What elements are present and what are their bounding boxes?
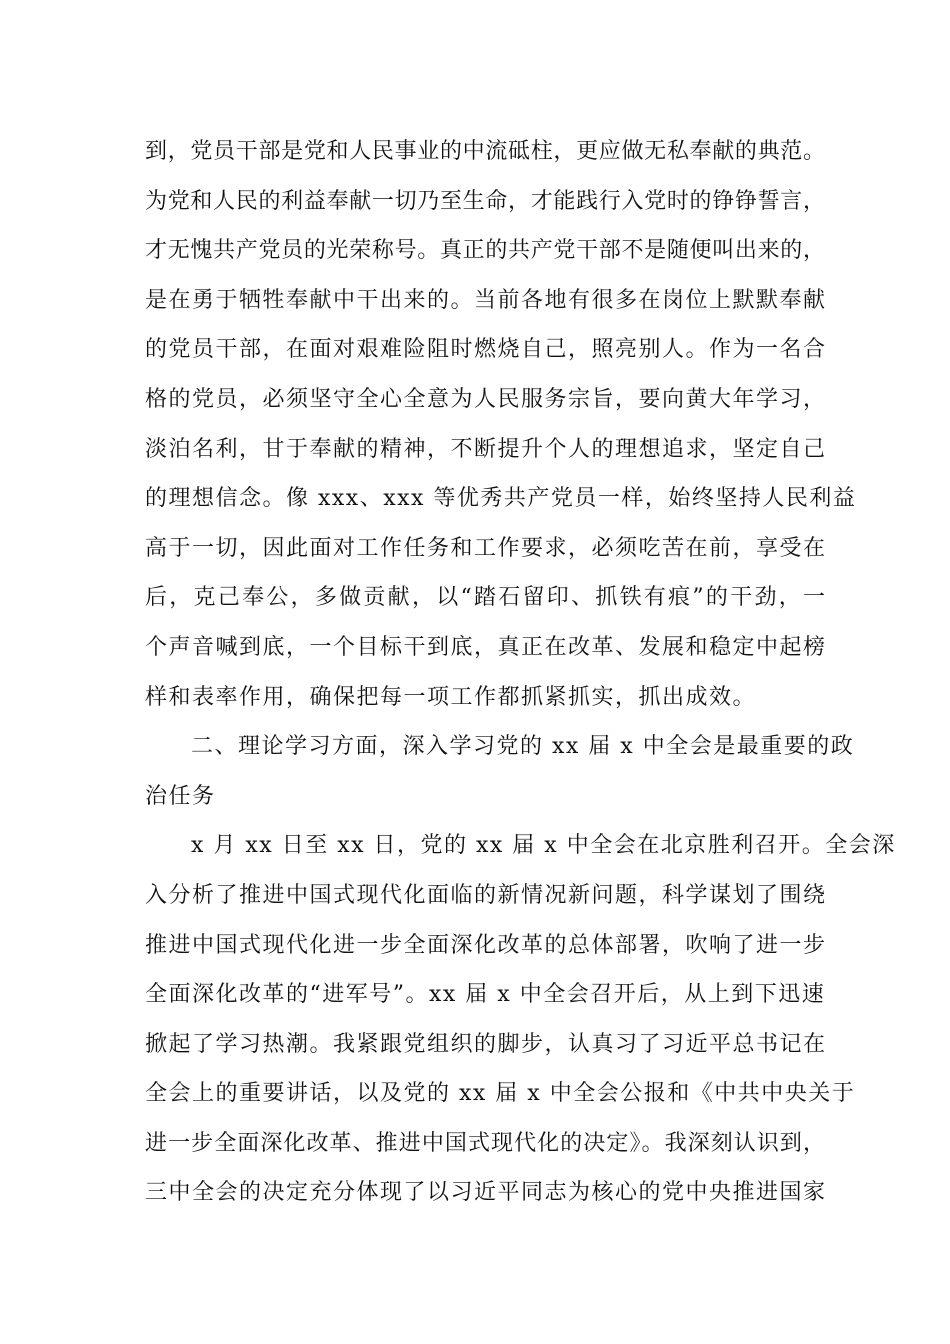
paragraph-line: 推进中国式现代化进一步全面深化改革的总体部署，吹响了进一步 — [145, 932, 825, 958]
paragraph-line: 为党和人民的利益奉献一切乃至生命，才能践行入党时的铮铮誓言， — [145, 188, 825, 214]
paragraph-line: 的理想信念。像 xxx、xxx 等优秀共产党员一样，始终坚持人民利益 — [145, 486, 857, 512]
paragraph-line: 样和表率作用，确保把每一项工作都抓紧抓实，抓出成效。 — [145, 684, 757, 710]
paragraph-line: 进一步全面深化改革、推进中国式现代化的决定》。我深刻认识到， — [145, 1130, 825, 1156]
paragraph-line: 的党员干部，在面对艰难险阻时燃烧自己，照亮别人。作为一名合 — [145, 337, 825, 363]
section-heading-line: 治任务 — [145, 783, 216, 809]
paragraph-line: 高于一切，因此面对工作任务和工作要求，必须吃苦在前，享受在 — [145, 535, 825, 561]
paragraph-line: 后，克己奉公，多做贡献，以“踏石留印、抓铁有痕”的干劲，一 — [145, 585, 825, 611]
paragraph-line: 三中全会的决定充分体现了以习近平同志为核心的党中央推进国家 — [145, 1180, 825, 1206]
paragraph-line: 掀起了学习热潮。我紧跟党组织的脚步，认真习了习近平总书记在 — [145, 1031, 825, 1057]
paragraph-line: 是在勇于牺牲奉献中干出来的。当前各地有很多在岗位上默默奉献 — [145, 287, 825, 313]
paragraph-line: 入分析了推进中国式现代化面临的新情况新问题，科学谋划了围绕 — [145, 882, 825, 908]
paragraph-line: 全面深化改革的“进军号”。xx 届 x 中全会召开后，从上到下迅速 — [145, 982, 826, 1008]
body-text — [145, 127, 896, 1218]
paragraph-line: 格的党员，必须坚守全心全意为人民服务宗旨，要向黄大年学习， — [145, 386, 827, 412]
paragraph-line: x 月 xx 日至 xx 日，党的 xx 届 x 中全会在北京胜利召开。全会深 — [191, 833, 896, 859]
paragraph-line: 全会上的重要讲话，以及党的 xx 届 x 中全会公报和《中共中央关于 — [145, 1081, 856, 1107]
paragraph-line: 个声音喊到底，一个目标干到底，真正在改革、发展和稳定中起榜 — [145, 634, 825, 660]
section-heading-line: 二、理论学习方面，深入学习党的 xx 届 x 中全会是最重要的政 — [191, 734, 855, 760]
paragraph-line: 到，党员干部是党和人民事业的中流砥柱，更应做无私奉献的典范。 — [145, 139, 825, 164]
paragraph-line: 淡泊名利，甘于奉献的精神，不断提升个人的理想追求，坚定自己 — [145, 436, 825, 462]
paragraph-line: 才无愧共产党员的光荣称号。真正的共产党干部不是随便叫出来的， — [145, 238, 825, 264]
